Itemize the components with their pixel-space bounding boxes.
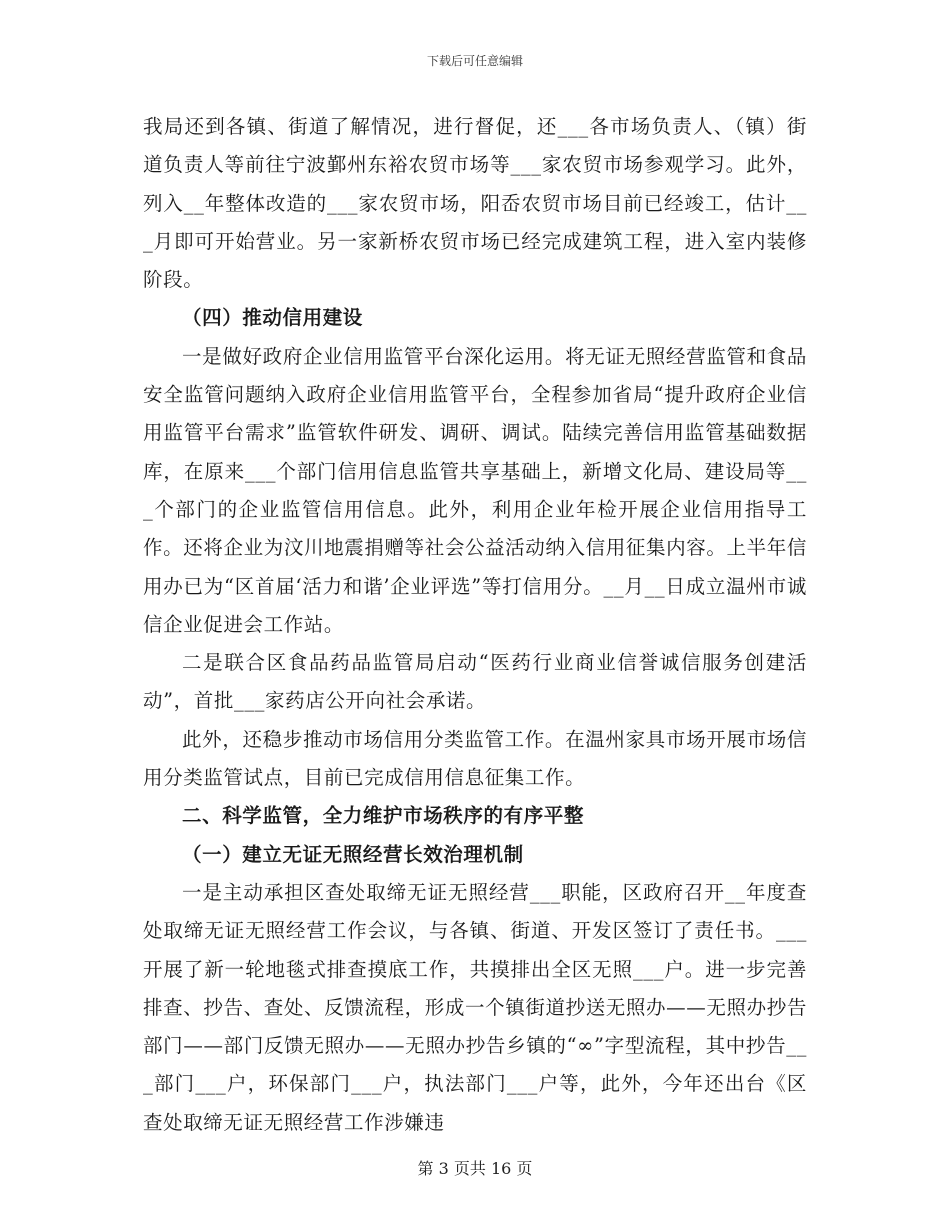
section-heading-supervision: 二、科学监管，全力维护市场秩序的有序平整	[182, 804, 585, 828]
paragraph-credit-platform: 一是做好政府企业信用监管平台深化运用。将无证无照经营监管和食品安全监管问题纳入政府企业信用监管平台，全程参加省局“提升政府企业信用监管平台需求”监管软件研发、调研、调试。陆续完善信用监管基础数据库，在原来___个部门信用信息监管共享基础上，新增文化局、建设局等___个部门的企业监管信用信息。此外，利用企业年检开展企业信用指导工作。还将企业为汶川地震捐赠等社会公益活动纳入信用征集内容。上半年信用办已为“区首届‘活力和谐’企业评选”等打信用分。__月__日成立温州市诚信企业促进会工作站。	[143, 344, 807, 636]
page-number-footer: 第 3 页共 16 页	[417, 1159, 533, 1178]
paragraph-pharmacy-credit: 二是联合区食品药品监管局启动“医药行业商业信誉诚信服务创建活动”，首批___家药店公开向社会承诺。	[143, 651, 807, 713]
page-header: 下载后可任意编辑	[426, 54, 523, 68]
subheading-unlicensed-mechanism: （一）建立无证无照经营长效治理机制	[182, 842, 524, 866]
subheading-credit-construction: （四）推动信用建设	[182, 306, 363, 330]
paragraph-market-inspection: 我局还到各镇、街道了解情况，进行督促，还___各市场负责人、（镇）街道负责人等前往宁波鄞州东裕农贸市场等___家农贸市场参观学习。此外，列入__年整体改造的___家农贸市场，阳岙农贸市场目前已经竣工，估计___月即可开始营业。另一家新桥农贸市场已经完成建筑工程，进入室内装修阶段。	[143, 115, 807, 292]
document-body	[143, 108, 807, 1142]
paragraph-credit-classification: 此外，还稳步推动市场信用分类监管工作。在温州家具市场开展市场信用分类监管试点，目前已完成信用信息征集工作。	[143, 727, 807, 790]
paragraph-unlicensed-operation: 一是主动承担区查处取缔无证无照经营___职能，区政府召开__年度查处取缔无证无照经营工作会议，与各镇、街道、开发区签订了责任书。___开展了新一轮地毯式排查摸底工作，共摸排出全区无照___户。进一步完善排查、抄告、查处、反馈流程，形成一个镇街道抄送无照办——无照办抄告部门——部门反馈无照办——无照办抄告乡镇的“∞”字型流程，其中抄告___部门___户，环保部门___户，执法部门___户等，此外，今年还出台《区查处取缔无证无照经营工作涉嫌违	[143, 880, 807, 1134]
